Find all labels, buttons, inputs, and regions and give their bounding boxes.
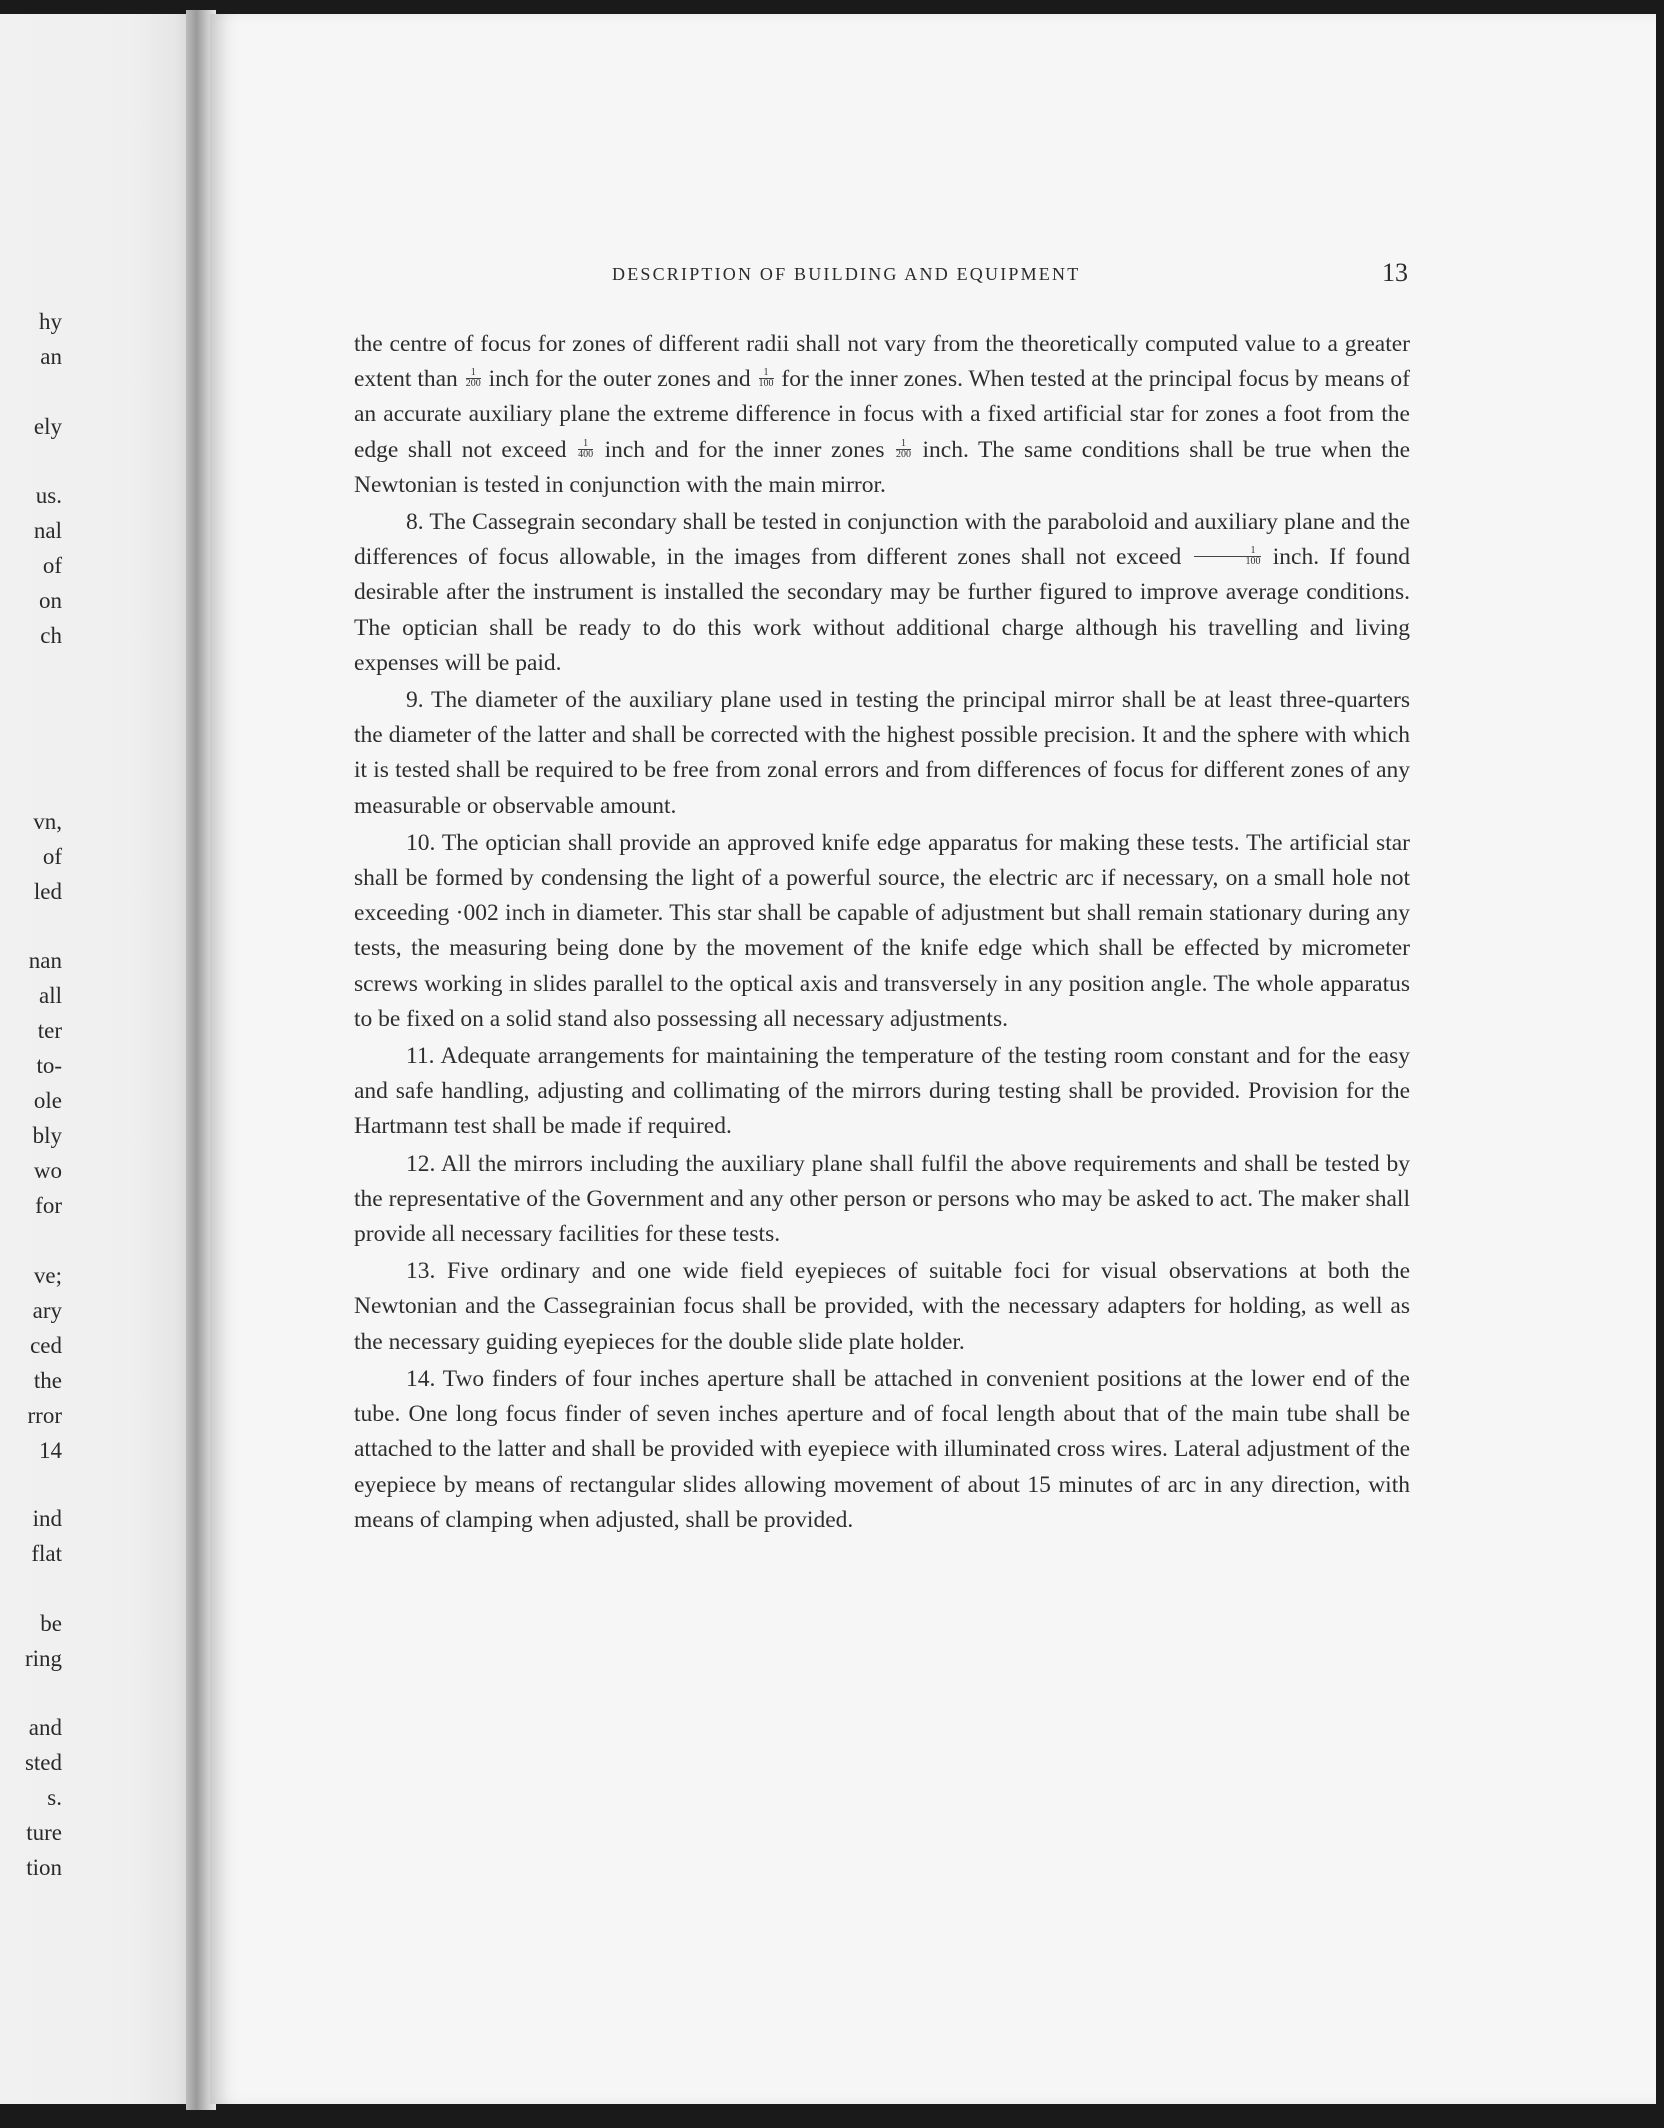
margin-fragment: ole: [33, 1088, 62, 1113]
margin-fragment: ring: [24, 1646, 62, 1671]
margin-fragment: bly: [32, 1123, 62, 1148]
margin-fragment: s.: [47, 1785, 62, 1810]
paragraph-9: 9. The diameter of the auxiliary plane used in testing the principal mirror shall be at least three-quarters the diameter of the latter and shall be corrected with the highest possible precision. It and the sphere with which it is tested shall be required to be free from zonal errors and from differences of focus for different zones of any measurable or observable amount.: [354, 687, 1410, 819]
margin-fragment: flat: [31, 1541, 62, 1566]
fraction-numerator: 1: [759, 368, 774, 379]
margin-fragment: ary: [32, 1298, 62, 1323]
margin-fragment: ter: [37, 1018, 62, 1043]
margin-fragment: ced: [30, 1333, 62, 1358]
margin-fragment: nal: [33, 518, 62, 543]
margin-fragment: an: [40, 344, 62, 369]
paragraph-10: 10. The optician shall provide an approved knife edge apparatus for making these tests. The artificial star shall be formed by condensing the light of a powerful source, the electric arc if necessary, on a small hole not exceeding ·002 inch in diameter. This star shall be capable of adjustment but shall remain stationary during any tests, the measuring being done by the movement of the knife edge which shall be effected by micrometer screws working in slides parallel to the optical axis and transversely in any position angle. The whole apparatus to be fixed on a solid stand also possessing all necessary adjustments.: [354, 829, 1410, 1032]
text-run: inch for the outer zones and: [482, 366, 757, 393]
margin-fragment: of: [42, 844, 62, 869]
fraction: [896, 439, 911, 460]
fraction-denominator: 100: [1245, 556, 1261, 568]
margin-fragment: of: [42, 553, 62, 578]
margin-fragment: ch: [40, 623, 62, 648]
margin-fragment: 14: [39, 1438, 62, 1463]
margin-fragment: tion: [26, 1855, 62, 1880]
margin-fragment: and: [28, 1715, 62, 1740]
margin-fragment: for: [35, 1193, 62, 1218]
margin-fragment: the: [33, 1368, 62, 1393]
fraction-denominator: 100: [758, 378, 774, 390]
margin-fragment: all: [39, 983, 62, 1008]
text-run: 8. The Cassegrain secondary shall be tested in conjunction with the paraboloid and auxiliary plane and the differences of focus allowable, in the images from different zones shall not exceed: [354, 509, 1410, 571]
fraction-numerator: 1: [896, 439, 911, 450]
margin-fragment: to-: [36, 1053, 62, 1078]
fraction: [759, 368, 774, 389]
text-run: the centre of focus for zones of different radii shall not vary from the theoretically computed value to a greater extent than: [354, 331, 1410, 393]
fraction: [466, 368, 481, 389]
text-run: inch and for the inner zones: [595, 436, 894, 463]
body-text: [354, 327, 1410, 1538]
margin-fragment: ve;: [33, 1263, 62, 1288]
page-number: 13: [1382, 258, 1408, 287]
margin-fragment: be: [40, 1611, 62, 1636]
margin-fragment: led: [33, 879, 62, 904]
fraction-numerator: 1: [466, 368, 481, 379]
margin-fragment: hy: [39, 309, 62, 334]
left-page-text-fragments: [0, 0, 186, 2100]
paragraph-continued: [354, 327, 1410, 503]
margin-fragment: ture: [26, 1820, 62, 1845]
running-head: DESCRIPTION OF BUILDING AND EQUIPMENT: [612, 264, 1081, 284]
margin-fragment: vn,: [33, 809, 62, 834]
fraction-denominator: 400: [578, 448, 594, 460]
fraction-denominator: 200: [896, 448, 911, 460]
fraction: [578, 439, 593, 460]
margin-fragment: wo: [33, 1158, 62, 1183]
margin-fragment: rror: [27, 1403, 62, 1428]
paragraph-14: 14. Two finders of four inches aperture shall be attached in convenient positions at the lower end of the tube. One long focus finder of seven inches aperture and of focal length about that of the main tube shall be attached to the latter and shall be provided with eyepiece with illuminated cross wires. Lateral adjustment of the eyepiece by means of rectangular slides allowing movement of about 15 minutes of arc in any direction, with means of clamping when adjusted, shall be provided.: [354, 1365, 1410, 1533]
paragraph-8: [354, 505, 1410, 681]
margin-fragment: ind: [32, 1506, 62, 1531]
margin-fragment: us.: [35, 483, 62, 508]
margin-fragment: nan: [28, 948, 62, 973]
fraction: [1194, 546, 1261, 567]
paragraph-13: 13. Five ordinary and one wide field eyepieces of suitable foci for visual observations at both the Newtonian and the Cassegrainian focus shall be provided, with the necessary adapters for holding, as well as the necessary guiding eyepieces for the double slide plate holder.: [354, 1258, 1410, 1355]
margin-fragment: ely: [33, 414, 62, 439]
fraction-numerator: 1: [1194, 546, 1261, 557]
fraction-denominator: 200: [465, 378, 481, 390]
paragraph-11: 11. Adequate arrangements for maintaining the temperature of the testing room constant and for the easy and safe handling, adjusting and collimating of the mirrors during testing shall be provided. Provision for the Hartmann test shall be made if required.: [354, 1043, 1410, 1140]
margin-fragment: on: [39, 588, 62, 613]
fraction-numerator: 1: [578, 439, 593, 450]
margin-fragment: sted: [24, 1750, 62, 1775]
paragraph-12: 12. All the mirrors including the auxiliary plane shall fulfil the above requirements and shall be tested by the representative of the Government and any other person or persons who may be asked to act. The maker shall provide all necessary facilities for these tests.: [354, 1150, 1410, 1248]
text-run: inch. If found desirable after the instrument is installed the secondary may be further figured to improve average conditions. The optician shall be ready to do this work without additional charge although his travelling and living expenses will be paid.: [354, 544, 1411, 676]
text-run: inch. The same conditions shall be true when the Newtonian is tested in conjunction with the main mirror.: [354, 436, 1411, 498]
text-run: for the inner zones. When tested at the principal focus by means of an accurate auxiliary plane the extreme difference in focus with a fixed artificial star for zones a foot from the edge shall not exceed: [354, 366, 1410, 463]
